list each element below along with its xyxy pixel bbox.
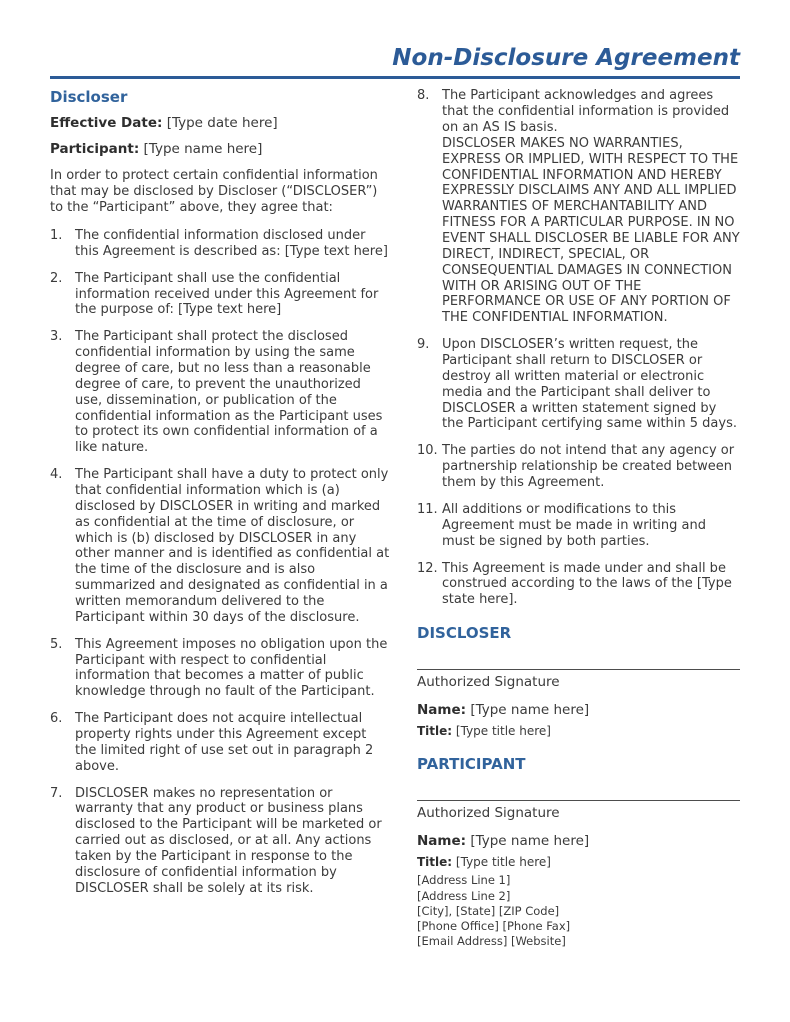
item-number: 4. [50,467,63,483]
list-item-3 [50,329,390,456]
list-item-6 [50,711,390,774]
item-text: The Participant shall have a duty to protect only that confidential information which is (a) disclosed by DISCLOSER in writing and marked as confidential at the time of disclosure, or which is (b) disclosed by DISCLOSER in any other manner and is identified as confidential at the time of the disclosure and is also summarized and designated as confidential in a written memorandum delivered to the Participant within 30 days of the disclosure. [75,467,390,625]
item-text: DISCLOSER makes no representation or warranty that any product or business plans disclosed to the Participant will be marketed or carried out as disclosed, or at all. Any actions taken by the Participant in response to the disclosure of confidential information by DISCLOSER shall be solely at its risk. [75,785,382,896]
title-label: Title: [417,723,453,738]
address-line-1[interactable]: [Address Line 1] [417,873,511,888]
item-text: Upon DISCLOSER’s written request, the Participant shall return to DISCLOSER or destroy all written material or electronic media and the Participant shall deliver to DISCLOSER a written statement signed by the Participant certifying same within 5 days. [442,337,737,432]
list-item-5 [50,637,390,700]
participant-signature-heading: PARTICIPANT [417,755,526,774]
participant-signature-line [417,800,740,801]
discloser-name-line [417,702,740,720]
list-item-8 [417,88,740,326]
item-text [442,88,740,326]
participant-placeholder[interactable]: [Type name here] [143,140,263,157]
item-text-disclaimer: DISCLOSER MAKES NO WARRANTIES, EXPRESS OR IMPLIED, WITH RESPECT TO THE CONFIDENTIAL INFORMATION AND HEREBY EXPRESSLY DISCLAIMS ANY AND ALL IMPLIED WARRANTIES OF MERCHANTABILITY AND FITNESS FOR A PARTICULAR PURPOSE. IN NO EVENT SHALL DISCLOSER BE LIABLE FOR ANY DIRECT, INDIRECT, SPECIAL, OR CONSEQUENTIAL DAMAGES IN CONNECTION WITH OR ARISING OUT OF THE PERFORMANCE OR USE OF ANY PORTION OF THE CONFIDENTIAL INFORMATION. [442,135,740,326]
intro-paragraph: In order to protect certain confidential information that may be disclosed by Discloser (“DISCLOSER”) to the “Participant” above, they agree that: [50,168,378,216]
discloser-title-placeholder[interactable]: [Type title here] [455,723,551,738]
participant-label: Participant: [50,140,140,157]
list-item-10 [417,443,740,491]
authorized-signature-label: Authorized Signature [417,805,560,822]
item-text: This Agreement imposes no obligation upon the Participant with respect to confidential information that becomes a matter of public knowledge through no fault of the Participant. [75,636,388,700]
item-number: 9. [417,337,430,353]
left-column [50,88,390,949]
address-line-city-state-zip[interactable]: [City], [State] [ZIP Code] [417,903,560,918]
participant-address-block [417,873,740,949]
participant-signature-block [417,755,740,950]
page-title: Non-Disclosure Agreement [392,45,740,71]
authorized-signature-label: Authorized Signature [417,674,560,691]
right-column [417,88,740,949]
discloser-title-line [417,724,740,740]
item-text: The Participant shall use the confidential information received under this Agreement for the purpose of: [Type text here] [75,270,379,318]
name-label: Name: [417,833,467,850]
list-item-2 [50,271,390,319]
item-number: 6. [50,711,63,727]
item-number: 2. [50,270,63,286]
participant-title-line [417,855,740,871]
list-item-9 [417,337,740,432]
title-rule-divider [50,76,740,79]
list-item-11 [417,502,740,550]
item-number: 7. [50,785,63,801]
title-label: Title: [417,854,453,869]
effective-date-line [50,115,390,133]
item-number: 8. [417,88,430,104]
item-text-paragraph: The Participant acknowledges and agrees that the confidential information is provided on an AS IS basis. [442,88,730,136]
item-text: All additions or modifications to this Agreement must be made in writing and must be signed by both parties. [442,501,706,549]
item-number: 5. [50,636,63,652]
item-text: The Participant does not acquire intellectual property rights under this Agreement except the limited right of use set out in paragraph 2 above. [75,711,374,774]
item-text: The confidential information disclosed under this Agreement is described as: [Type text here] [75,227,388,259]
item-number: 1. [50,227,63,243]
address-line-phones[interactable]: [Phone Office] [Phone Fax] [417,919,571,934]
list-item-12 [417,561,740,609]
discloser-heading: Discloser [50,88,128,107]
discloser-signature-heading: DISCLOSER [417,624,512,643]
two-column-body [50,88,740,949]
item-number: 3. [50,329,63,345]
address-line-email-website[interactable]: [Email Address] [Website] [417,934,566,949]
discloser-signature-block [417,624,740,739]
item-number: 12. [417,560,438,576]
item-text: The parties do not intend that any agency or partnership relationship be created between them by this Agreement. [442,443,735,491]
item-number: 10. [417,443,438,459]
list-item-7 [50,786,390,897]
effective-date-label: Effective Date: [50,115,163,132]
discloser-name-placeholder[interactable]: [Type name here] [470,702,590,719]
list-item-1 [50,228,390,260]
address-line-2[interactable]: [Address Line 2] [417,888,511,903]
item-number: 11. [417,501,438,517]
participant-name-placeholder[interactable]: [Type name here] [470,833,590,850]
list-item-4 [50,467,390,626]
item-text: The Participant shall protect the disclosed confidential information by using the same degree of care, but no less than a reasonable degree of care, to prevent the unauthorized use, dissemination, or publication of the confidential information as the Participant uses to protect its own confidential information of a like nature. [75,329,383,456]
effective-date-placeholder[interactable]: [Type date here] [166,115,278,132]
item-text: This Agreement is made under and shall be construed according to the laws of the [Type state here]. [442,560,732,608]
name-label: Name: [417,702,467,719]
participant-line [50,141,390,159]
participant-name-line [417,833,740,851]
participant-title-placeholder[interactable]: [Type title here] [455,854,551,869]
discloser-signature-line [417,669,740,670]
